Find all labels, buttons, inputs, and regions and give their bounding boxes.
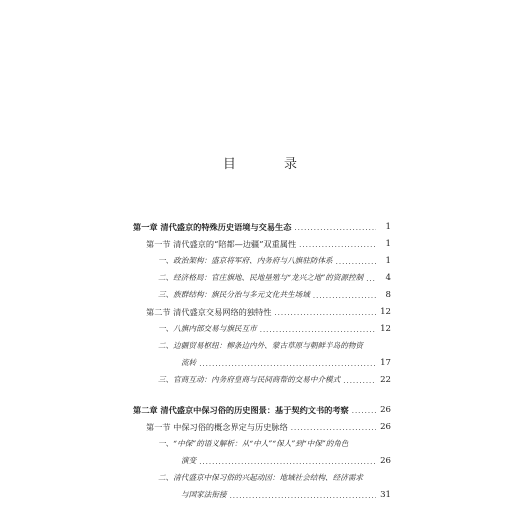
- toc-item-1-2-3[interactable]: [158, 372, 391, 388]
- leader-dots: [299, 236, 376, 252]
- toc-section-1-2[interactable]: [146, 304, 391, 320]
- leader-dots: [260, 321, 376, 337]
- toc-page-number: 12: [380, 307, 391, 317]
- toc-entry-label: 第一节 清代盛京的“陪都—边疆”双重属性: [146, 239, 297, 249]
- toc-page-number: 22: [380, 375, 391, 385]
- toc-entry-label: 第二章 清代盛京中保习俗的历史图景：基于契约文书的考察: [133, 405, 349, 415]
- toc-entry-label: 与国家法衔接: [181, 490, 227, 499]
- toc-chapter-1[interactable]: [133, 219, 391, 235]
- leader-dots: [313, 287, 376, 303]
- toc-item-2-1-1[interactable]: [158, 436, 391, 452]
- leader-dots: [274, 304, 376, 320]
- toc-page-number: 26: [380, 422, 391, 432]
- leader-dots: [352, 402, 376, 418]
- toc-item-2-1-2-continued[interactable]: [181, 487, 391, 503]
- toc-entry-label: 第一节 中保习俗的概念界定与历史脉络: [146, 422, 288, 432]
- toc-page-number: 4: [385, 273, 391, 283]
- leader-dots: [230, 487, 376, 503]
- toc-item-1-1-3[interactable]: [158, 287, 391, 303]
- toc-page-number: 31: [380, 490, 391, 500]
- toc-title: 目 录: [222, 157, 320, 172]
- toc-entry-label: 三、官商互动：内务府皇商与民间商帮的交易中介模式: [158, 375, 341, 384]
- toc-entry-label: 第一章 清代盛京的特殊历史语境与交易生态: [133, 222, 292, 232]
- toc-item-1-2-2[interactable]: [158, 338, 391, 354]
- toc-item-1-2-1[interactable]: [158, 321, 391, 337]
- toc-page-number: 17: [380, 358, 391, 368]
- leader-dots: [199, 355, 376, 371]
- toc-page-number: 1: [385, 256, 391, 266]
- toc-page-number: 26: [380, 456, 391, 466]
- toc-item-1-1-1[interactable]: [158, 253, 391, 269]
- toc-entry-label: 一、政治架构：盛京将军府、内务府与八旗驻防体系: [158, 256, 333, 265]
- toc-chapter-2[interactable]: [133, 402, 391, 418]
- toc-entry-label: 二、经济格局：官庄旗地、民地垦殖与“龙兴之地”的资源控制: [158, 273, 364, 282]
- toc-entry-label: 二、边疆贸易枢纽：柳条边内外、蒙古草原与朝鲜半岛的物资: [158, 341, 364, 350]
- toc-item-1-1-2[interactable]: [158, 270, 391, 286]
- leader-dots: [294, 219, 376, 235]
- toc-page-number: 26: [380, 405, 391, 415]
- leader-dots: [336, 253, 376, 269]
- toc-item-2-1-2[interactable]: [158, 470, 391, 486]
- toc-entry-label: 流转: [181, 358, 197, 367]
- toc-entry-label: 一、“中保”的语义解析：从“中人”“保人”到“中保”的角色: [158, 439, 349, 448]
- leader-dots: [291, 419, 376, 435]
- leader-dots: [366, 270, 376, 286]
- toc-entry-label: 二、清代盛京中保习俗的兴起动因：地域社会结构、经济需求: [158, 473, 364, 482]
- toc-section-2-1[interactable]: [146, 419, 391, 435]
- toc-page-number: 1: [385, 239, 391, 249]
- toc-entry-label: 一、八旗内部交易与旗民互市: [158, 324, 257, 333]
- toc-item-2-1-1-continued[interactable]: [181, 453, 391, 469]
- leader-dots: [199, 453, 376, 469]
- leader-dots: [343, 372, 376, 388]
- toc-item-1-2-2-continued[interactable]: [181, 355, 391, 371]
- toc-section-1-1[interactable]: [146, 236, 391, 252]
- toc-entry-label: 演变: [181, 456, 197, 465]
- toc-page-number: 1: [385, 222, 391, 232]
- toc-page-number: 12: [380, 324, 391, 334]
- toc-entry-label: 三、族群结构：旗民分治与多元文化共生场域: [158, 290, 310, 299]
- toc-page-number: 8: [385, 290, 391, 300]
- toc-entry-label: 第二节 清代盛京交易网络的独特性: [146, 307, 272, 317]
